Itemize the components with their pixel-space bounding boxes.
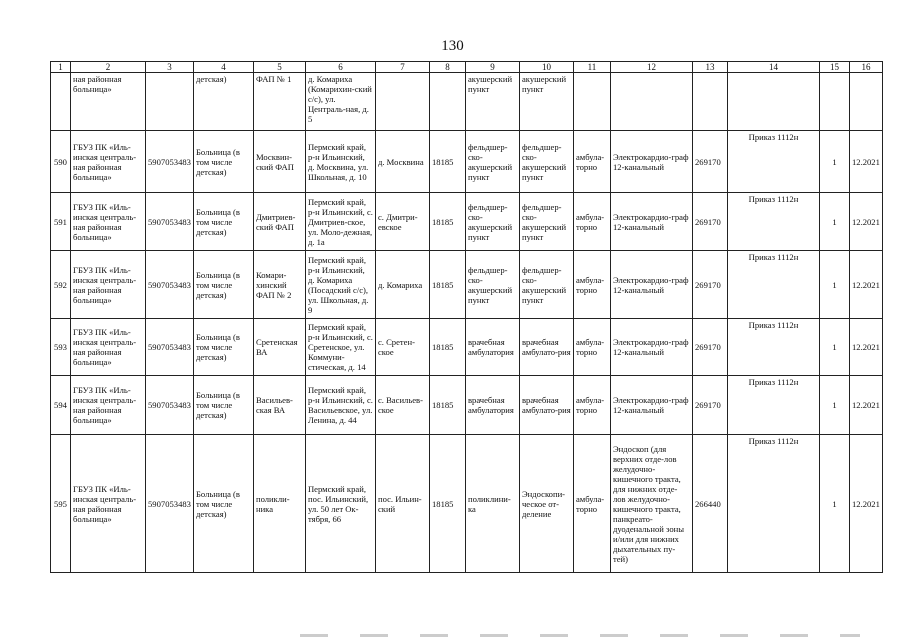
- column-number: 13: [692, 62, 727, 73]
- page-number: 130: [441, 38, 464, 54]
- inn-cell: 5907053483: [146, 131, 194, 193]
- subunit-cell: поликлини-ка: [465, 435, 519, 573]
- column-number: 6: [305, 62, 375, 73]
- column-number: 1: [51, 62, 71, 73]
- care-cell: амбула-торно: [573, 131, 610, 193]
- code-cell: 18185: [429, 131, 465, 193]
- type-cell: Больница (в том числе детская): [193, 435, 253, 573]
- org-cell: ГБУЗ ПК «Иль-инская централь-ная районная больница»: [71, 319, 146, 376]
- column-number: 5: [253, 62, 305, 73]
- inn-cell: 5907053483: [146, 435, 194, 573]
- qty-cell: 1: [819, 435, 849, 573]
- type-cell: Больница (в том числе детская): [193, 319, 253, 376]
- column-number: 3: [146, 62, 194, 73]
- inn-cell: 5907053483: [146, 193, 194, 251]
- column-number: 11: [573, 62, 610, 73]
- unit-cell: Васильев-ская ВА: [253, 376, 305, 435]
- column-number: 14: [727, 62, 819, 73]
- subunit-cell: акушерский пункт: [465, 73, 519, 131]
- care-cell: амбула-торно: [573, 376, 610, 435]
- subunit2-cell: врачебная амбулато-рия: [519, 319, 573, 376]
- unit-cell: Комари-хинский ФАП № 2: [253, 251, 305, 319]
- org-cell: ГБУЗ ПК «Иль-инская централь-ная районная больница»: [71, 193, 146, 251]
- org-cell: ГБУЗ ПК «Иль-инская централь-ная районная больница»: [71, 251, 146, 319]
- qty-cell: 1: [819, 251, 849, 319]
- locality-cell: с. Сретен-ское: [375, 319, 429, 376]
- equipment-cell: Электрокардио-граф 12-канальный: [610, 193, 692, 251]
- table-row: [51, 435, 883, 573]
- order-cell: Приказ 1112н: [727, 319, 819, 376]
- subunit-cell: врачебная амбулатория: [465, 319, 519, 376]
- address-cell: д. Комариха (Комарихин-ский с/с), ул. Централь-ная, д. 5: [305, 73, 375, 131]
- equipment-cell: Электрокардио-граф 12-канальный: [610, 319, 692, 376]
- column-number: 9: [465, 62, 519, 73]
- care-cell: амбула-торно: [573, 435, 610, 573]
- column-number: 7: [375, 62, 429, 73]
- equip-code-cell: 266440: [692, 435, 727, 573]
- care-cell: амбула-торно: [573, 193, 610, 251]
- code-cell: 18185: [429, 435, 465, 573]
- type-cell: детская): [193, 73, 253, 131]
- unit-cell: поликли-ника: [253, 435, 305, 573]
- row-number: 592: [51, 251, 71, 319]
- locality-cell: с. Васильев-ское: [375, 376, 429, 435]
- unit-cell: ФАП № 1: [253, 73, 305, 131]
- equip-code-cell: 269170: [692, 131, 727, 193]
- equip-code-cell: 269170: [692, 376, 727, 435]
- continuation-row: [51, 73, 883, 131]
- subunit2-cell: фельдшер-ско-акушерский пункт: [519, 193, 573, 251]
- address-cell: Пермский край, р-н Ильинский, с. Сретенское, ул. Коммуни-стическая, д. 14: [305, 319, 375, 376]
- type-cell: Больница (в том числе детская): [193, 131, 253, 193]
- equip-code-cell: 269170: [692, 193, 727, 251]
- table-row: [51, 376, 883, 435]
- inn-cell: 5907053483: [146, 376, 194, 435]
- column-number: 16: [849, 62, 882, 73]
- equipment-cell: Электрокардио-граф 12-канальный: [610, 251, 692, 319]
- type-cell: Больница (в том числе детская): [193, 193, 253, 251]
- subunit2-cell: врачебная амбулато-рия: [519, 376, 573, 435]
- date-cell: 12.2021: [849, 376, 882, 435]
- subunit-cell: фельдшер-ско-акушерский пункт: [465, 251, 519, 319]
- row-number: 595: [51, 435, 71, 573]
- table-row: [51, 251, 883, 319]
- unit-cell: Москвин-ский ФАП: [253, 131, 305, 193]
- subunit2-cell: фельдшер-ско-акушерский пункт: [519, 131, 573, 193]
- order-cell: Приказ 1112н: [727, 251, 819, 319]
- address-cell: Пермский край, пос. Ильинский, ул. 50 лет Ок-тября, 66: [305, 435, 375, 573]
- equipment-registry-table: [50, 61, 883, 573]
- column-number: 15: [819, 62, 849, 73]
- equipment-cell: Электрокардио-граф 12-канальный: [610, 131, 692, 193]
- subunit-cell: фельдшер-ско-акушерский пункт: [465, 193, 519, 251]
- scan-artifact: [300, 634, 860, 637]
- column-number: 4: [193, 62, 253, 73]
- address-cell: Пермский край, р-н Ильинский, с. Васильевское, ул. Ленина, д. 44: [305, 376, 375, 435]
- column-number-row: [51, 62, 883, 73]
- qty-cell: 1: [819, 319, 849, 376]
- column-number: 8: [429, 62, 465, 73]
- row-number: 591: [51, 193, 71, 251]
- qty-cell: 1: [819, 193, 849, 251]
- date-cell: 12.2021: [849, 435, 882, 573]
- org-cell: ГБУЗ ПК «Иль-инская централь-ная районная больница»: [71, 131, 146, 193]
- date-cell: 12.2021: [849, 251, 882, 319]
- code-cell: 18185: [429, 319, 465, 376]
- inn-cell: 5907053483: [146, 251, 194, 319]
- subunit-cell: врачебная амбулатория: [465, 376, 519, 435]
- equipment-cell: Эндоскоп (для верхних отде-лов желудочно-кишечного тракта, для нижних отде-лов желудочно-кишечного тракта, панкреато-дуоденальной зоны и/или для нижних дыхательных пу-тей): [610, 435, 692, 573]
- date-cell: 12.2021: [849, 319, 882, 376]
- column-number: 12: [610, 62, 692, 73]
- date-cell: 12.2021: [849, 131, 882, 193]
- row-number: 593: [51, 319, 71, 376]
- org-cell: ГБУЗ ПК «Иль-инская централь-ная районная больница»: [71, 435, 146, 573]
- inn-cell: 5907053483: [146, 319, 194, 376]
- table-row: [51, 131, 883, 193]
- unit-cell: Сретенская ВА: [253, 319, 305, 376]
- address-cell: Пермский край, р-н Ильинский, с. Дмитриев-ское, ул. Моло-дежная, д. 1а: [305, 193, 375, 251]
- order-cell: Приказ 1112н: [727, 193, 819, 251]
- subunit-cell: фельдшер-ско-акушерский пункт: [465, 131, 519, 193]
- code-cell: 18185: [429, 376, 465, 435]
- care-cell: амбула-торно: [573, 319, 610, 376]
- locality-cell: пос. Ильин-ский: [375, 435, 429, 573]
- order-cell: Приказ 1112н: [727, 435, 819, 573]
- order-cell: Приказ 1112н: [727, 131, 819, 193]
- column-number: 10: [519, 62, 573, 73]
- org-cell: ная районная больница»: [71, 73, 146, 131]
- locality-cell: д. Комариха: [375, 251, 429, 319]
- equipment-cell: Электрокардио-граф 12-канальный: [610, 376, 692, 435]
- table-row: [51, 319, 883, 376]
- equip-code-cell: 269170: [692, 251, 727, 319]
- unit-cell: Дмитриев-ский ФАП: [253, 193, 305, 251]
- subunit2-cell: Эндоскопи-ческое от-деление: [519, 435, 573, 573]
- subunit2-cell: акушерский пункт: [519, 73, 573, 131]
- equip-code-cell: 269170: [692, 319, 727, 376]
- table-row: [51, 193, 883, 251]
- row-number: 594: [51, 376, 71, 435]
- code-cell: 18185: [429, 193, 465, 251]
- order-cell: Приказ 1112н: [727, 376, 819, 435]
- code-cell: 18185: [429, 251, 465, 319]
- column-number: 2: [71, 62, 146, 73]
- date-cell: 12.2021: [849, 193, 882, 251]
- subunit2-cell: фельдшер-ско-акушерский пункт: [519, 251, 573, 319]
- address-cell: Пермский край, р-н Ильинский, д. Комариха (Посадский с/с), ул. Школьная, д. 9: [305, 251, 375, 319]
- address-cell: Пермский край, р-н Ильинский, д. Москвина, ул. Школьная, д. 10: [305, 131, 375, 193]
- qty-cell: 1: [819, 131, 849, 193]
- row-number: 590: [51, 131, 71, 193]
- locality-cell: с. Дмитри-евское: [375, 193, 429, 251]
- care-cell: амбула-торно: [573, 251, 610, 319]
- org-cell: ГБУЗ ПК «Иль-инская централь-ная районная больница»: [71, 376, 146, 435]
- type-cell: Больница (в том числе детская): [193, 376, 253, 435]
- locality-cell: д. Москвина: [375, 131, 429, 193]
- type-cell: Больница (в том числе детская): [193, 251, 253, 319]
- qty-cell: 1: [819, 376, 849, 435]
